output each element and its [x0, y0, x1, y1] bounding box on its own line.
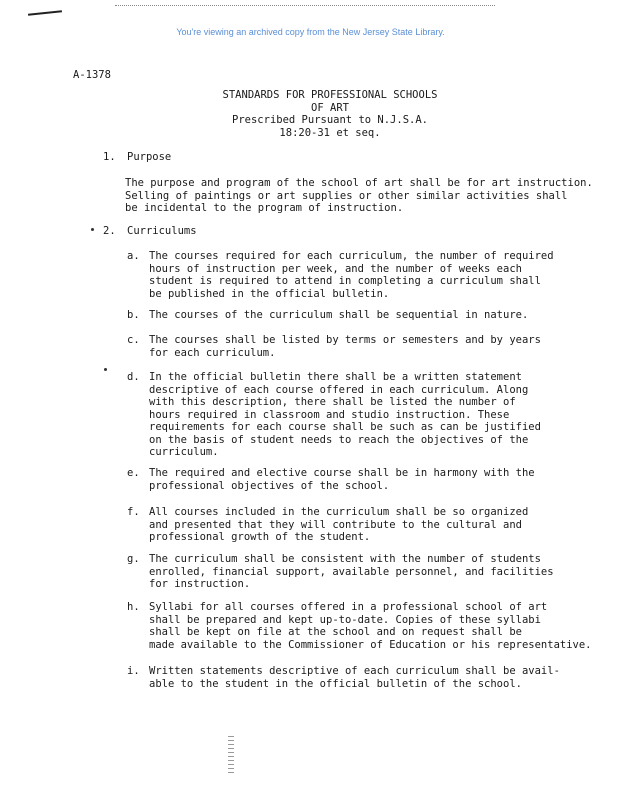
item-text: Written statements descriptive of each curriculum shall be avail- able to the student in the official bulletin of the school.	[149, 665, 560, 690]
item-text: Syllabi for all courses offered in a professional school of art shall be prepared and kept up-to-date. Copies of these syllabi shall be kept on file at the school and on request shall be made available to the Commissioner of Education or his representative.	[149, 601, 592, 651]
item-letter: c.	[127, 334, 140, 346]
margin-dot	[91, 228, 94, 231]
title-line: Prescribed Pursuant to N.J.S.A.	[232, 114, 428, 126]
title-line: OF ART	[311, 101, 349, 114]
margin-dot	[104, 368, 107, 371]
document-title	[190, 89, 470, 139]
item-text: The courses required for each curriculum, the number of required hours of instruction per week, and the number of weeks each student is required to attend in completing a curriculum shall be published in the official bulletin.	[149, 250, 554, 300]
item-letter: f.	[127, 506, 140, 518]
scan-artifact-line	[115, 5, 495, 6]
archive-banner: You're viewing an archived copy from the New Jersey State Library.	[176, 27, 445, 37]
section-number: 2.	[103, 225, 116, 237]
item-text: The required and elective course shall be in harmony with the professional objectives of the school.	[149, 467, 535, 492]
item-letter: b.	[127, 309, 140, 321]
item-letter: d.	[127, 371, 140, 383]
item-text: The courses of the curriculum shall be sequential in nature.	[149, 309, 529, 321]
section-title: Curriculums	[127, 225, 197, 237]
section-body: The purpose and program of the school of art shall be for art instruction. Selling of paintings or art supplies or other similar activities shall be incidental to the program of instruction.	[125, 177, 593, 214]
item-text: In the official bulletin there shall be a written statement descriptive of each course offered in each curriculum. Along with this description, there shall be listed the number of hours required in classroom and studio instruction. These requirements for each course shall be such as can be justified on the basis of student needs to reach the objectives of the curriculum.	[149, 371, 541, 458]
section-number: 1.	[103, 151, 116, 163]
item-text: The curriculum shall be consistent with the number of students enrolled, financial support, available personnel, and facilities for instruction.	[149, 553, 554, 590]
pen-mark	[28, 10, 62, 16]
item-letter: i.	[127, 665, 140, 677]
item-letter: g.	[127, 553, 140, 565]
title-line: STANDARDS FOR PROFESSIONAL SCHOOLS	[222, 89, 438, 101]
section-title: Purpose	[127, 151, 172, 163]
document-id: A-1378	[73, 69, 111, 81]
item-text: All courses included in the curriculum shall be so organized and presented that they will contribute to the cultural and professional growth of the student.	[149, 506, 529, 543]
item-letter: h.	[127, 601, 140, 613]
scan-artifact-speck	[228, 736, 234, 774]
title-line: 18:20-31 et seq.	[279, 126, 381, 139]
item-letter: e.	[127, 467, 140, 479]
item-text: The courses shall be listed by terms or semesters and by years for each curriculum.	[149, 334, 541, 359]
item-letter: a.	[127, 250, 140, 262]
